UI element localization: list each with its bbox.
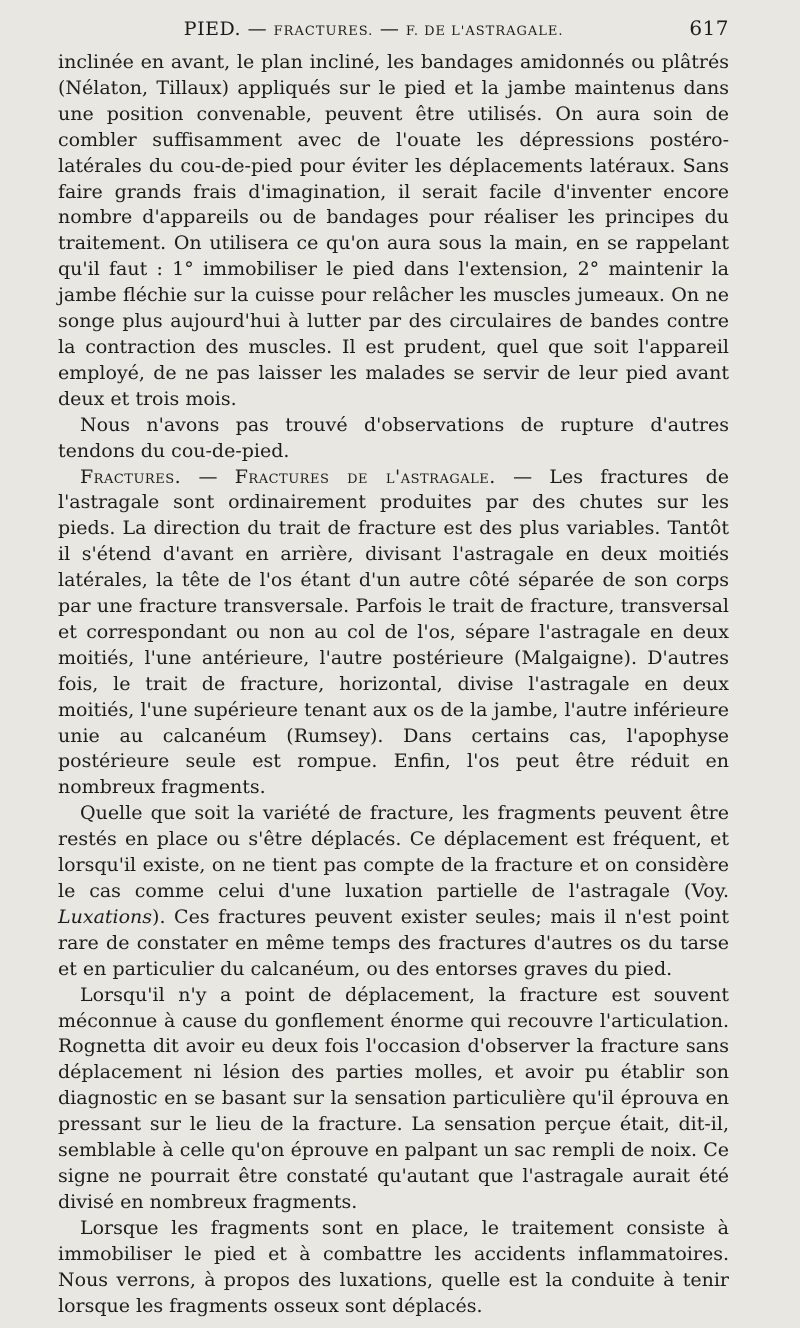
running-head-section: PIED. — [183, 18, 242, 40]
paragraph: Lorsque les fragments sont en place, le traitement consiste à immobiliser le pied et à combattre les accidents inflammatoires. Nous verrons, à propos des luxations, quelle est la conduite à tenir lorsque les fragments osseux sont déplacés. — [58, 1216, 729, 1317]
running-head-dash: — — [379, 18, 400, 40]
paragraph-text: Quelle que soit la variété de fracture, les fragments peuvent être restés en place ou s'être déplacés. Ce déplacement est fréquent, et lorsqu'il existe, on ne tient pas compte de la fracture et on considère le cas comme celui d'une luxation partielle de l'astragale (Voy. — [58, 802, 729, 902]
paragraph-text: Les fractures de l'astragale sont ordinairement produites par des chutes sur les pieds. La direction du trait de fracture est des plus variables. Tantôt il s'étend d'avant en arrière, divisant l'astragale en deux moitiés latérales, la tête de l'os étant d'un autre côté séparée de son corps par une fracture transversale. Parfois le trait de fracture, transversal et correspondant ou non au col de l'os, sépare l'astragale en deux moitiés, l'une antérieure, l'autre postérieure (Malgaigne). D'autres fois, le trait de fracture, horizontal, divise l'astragale en deux moitiés, l'une supérieure tenant aux os de la jambe, l'autre inférieure unie au calcanéum (Rumsey). Dans certains cas, l'apophyse postérieure seule est rompue. Enfin, l'os peut être réduit en nombreux fragments. — [58, 465, 729, 799]
paragraph-text: ). Ces fractures peuvent exister seules; mais il n'est point rare de constater en même temps des fractures d'autres os du tarse et en particulier du calcanéum, ou des entorses graves du pied. — [58, 905, 729, 980]
cross-reference: Luxations — [58, 905, 153, 928]
running-head — [58, 16, 729, 50]
paragraph-continued: inclinée en avant, le plan incliné, les bandages amidonnés ou plâtrés (Nélaton, Tillaux) appliqués sur le pied et la jambe maintenus dans une position convenable, peuvent être utilisés. On aura soin de combler suffisamment avec de l'ouate les dépressions postéro-latérales du cou-de-pied pour éviter les déplacements latéraux. Sans faire grands frais d'imagination, il serait facile d'inventer encore nombre d'appareils ou de bandages pour réaliser les principes du traitement. On utilisera ce qu'on aura sous la main, en se rappelant qu'il faut : 1° immobiliser le pied dans l'extension, 2° maintenir la jambe fléchie sur la cuisse pour relâcher les muscles jumeaux. On ne songe plus aujourd'hui à lutter par des circulaires de bandes contre la contraction des muscles. Il est prudent, quel que soit l'appareil employé, de ne pas laisser les malades se servir de leur pied avant deux et trois mois. — [58, 51, 729, 410]
heading-dash: — — [495, 465, 550, 488]
page-number: 617 — [689, 16, 730, 40]
running-head-title — [184, 18, 564, 40]
running-head-dash: — — [247, 18, 268, 40]
body-text — [58, 50, 729, 1319]
paragraph-section-start — [58, 465, 729, 802]
paragraph — [58, 801, 729, 982]
section-heading: Fractures. — [80, 465, 182, 488]
paragraph: Nous n'avons pas trouvé d'observations de rupture d'autres tendons du cou-de-pied. — [58, 413, 729, 462]
section-subheading: Fractures de l'astragale. — [234, 465, 496, 488]
heading-dash: — — [181, 465, 235, 488]
running-head-sub1: FRACTURES. — [273, 24, 374, 39]
paragraph: Lorsqu'il n'y a point de déplacement, la fracture est souvent méconnue à cause du gonflement énorme qui recouvre l'articulation. Rognetta dit avoir eu deux fois l'occasion d'observer la fracture sans déplacement ni lésion des parties molles, et avoir pu établir son diagnostic en se basant sur la sensation particulière qu'il éprouva en pressant sur le lieu de la fracture. La sensation perçue était, dit-il, semblable à celle qu'on éprouve en palpant un sac rempli de noix. Ce signe ne pourrait être constaté qu'autant que l'astragale aurait été divisé en nombreux fragments. — [58, 983, 729, 1213]
running-head-sub2: F. DE L'ASTRAGALE. — [405, 24, 564, 39]
